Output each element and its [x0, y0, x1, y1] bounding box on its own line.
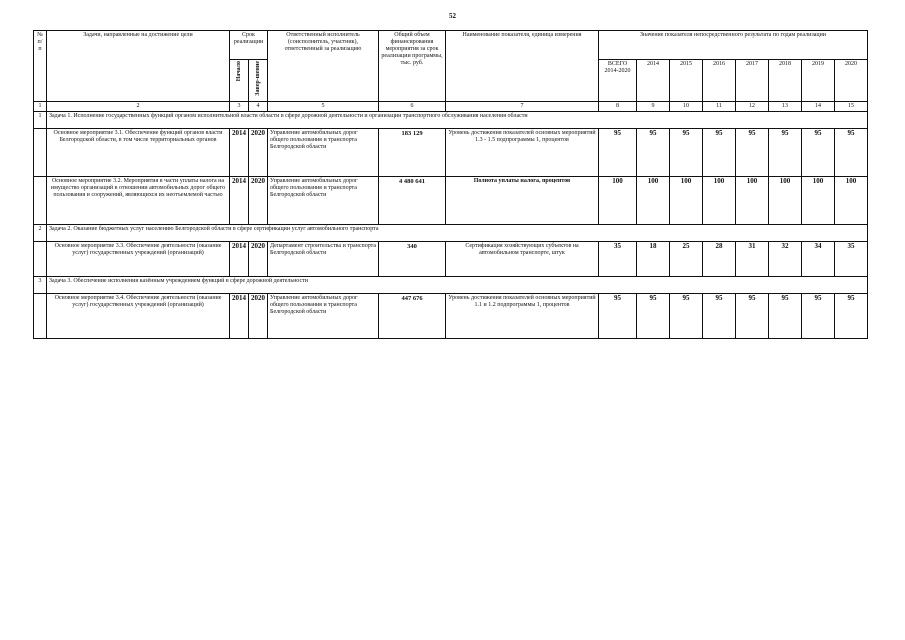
header-num: № п/п	[34, 31, 47, 102]
row-num	[34, 177, 47, 225]
value-year: 95	[670, 294, 703, 339]
col-number: 3	[230, 102, 249, 112]
value-year: 100	[835, 177, 868, 225]
end-year: 2020	[249, 177, 268, 225]
start-year: 2014	[230, 294, 249, 339]
value-year: 25	[670, 242, 703, 277]
col-number: 11	[703, 102, 736, 112]
task-row	[34, 112, 868, 129]
header-funding: Общий объем финансирования мероприятия за срок реализации программы, тыс. руб.	[379, 31, 446, 102]
table-row	[34, 242, 868, 277]
value-year: 95	[670, 129, 703, 177]
header-year: 2015	[670, 60, 703, 102]
header-year: 2017	[736, 60, 769, 102]
value-year: 100	[736, 177, 769, 225]
value-year: 35	[835, 242, 868, 277]
value-year: 28	[703, 242, 736, 277]
value-year: 95	[769, 129, 802, 177]
header-year: 2019	[802, 60, 835, 102]
task-row	[34, 225, 868, 242]
value-year: 18	[637, 242, 670, 277]
value-total: 35	[599, 242, 637, 277]
header-indicator: Наименование показателя, единица измерения	[446, 31, 599, 102]
header-values: Значение показателя непосредственного результата по годам реализации	[599, 31, 868, 60]
task-row	[34, 277, 868, 294]
header-year: 2018	[769, 60, 802, 102]
measure-name: Основное мероприятие 3.3. Обеспечение деятельности (оказание услуг) государственных учреждений (организаций)	[47, 242, 230, 277]
col-number: 4	[249, 102, 268, 112]
table-row	[34, 129, 868, 177]
value-year: 34	[802, 242, 835, 277]
value-year: 95	[736, 129, 769, 177]
value-year: 100	[670, 177, 703, 225]
header-start: Начало	[235, 61, 242, 82]
funding: 340	[379, 242, 446, 277]
col-number: 6	[379, 102, 446, 112]
col-number: 5	[268, 102, 379, 112]
value-year: 95	[637, 129, 670, 177]
value-year: 95	[703, 129, 736, 177]
value-year: 100	[802, 177, 835, 225]
task-title: Задача 3. Обеспечение исполнения казённым учреждением функций в сфере дорожной деятельности	[47, 277, 868, 294]
value-year: 100	[769, 177, 802, 225]
value-total: 95	[599, 129, 637, 177]
col-number: 1	[34, 102, 47, 112]
col-number: 15	[835, 102, 868, 112]
start-year: 2014	[230, 129, 249, 177]
col-number: 2	[47, 102, 230, 112]
value-year: 31	[736, 242, 769, 277]
task-title: Задача 2. Оказание бюджетных услуг населению Белгородской области в сфере сертификации услуг автомобильного транспорта	[47, 225, 868, 242]
header-year: 2016	[703, 60, 736, 102]
executor: Департамент строительства и транспорта Белгородской области	[268, 242, 379, 277]
header-term: Срок реализации	[230, 31, 268, 60]
table-row	[34, 294, 868, 339]
header-total: ВСЕГО 2014-2020	[599, 60, 637, 102]
start-year: 2014	[230, 242, 249, 277]
header-end-cell	[249, 60, 268, 102]
value-year: 32	[769, 242, 802, 277]
value-year: 95	[769, 294, 802, 339]
row-num	[34, 294, 47, 339]
funding: 183 129	[379, 129, 446, 177]
measure-name: Основное мероприятие 3.2. Мероприятия в части уплаты налога на имущество организаций в отношении автомобильных дорог общего пользования и сооружений, являющихся их неотъемлемой частью	[47, 177, 230, 225]
value-total: 95	[599, 294, 637, 339]
col-number: 14	[802, 102, 835, 112]
program-table	[33, 30, 868, 339]
value-year: 95	[835, 129, 868, 177]
col-number: 9	[637, 102, 670, 112]
task-title: Задача 1. Исполнение государственных функций органом исполнительной власти области в сфере дорожной деятельности и организации транспортного обслуживания населения области	[47, 112, 868, 129]
header-tasks: Задачи, направленные на достижение цели	[47, 31, 230, 102]
header-end: Завер-шение	[254, 61, 261, 96]
indicator: Полнота уплаты налога, процентов	[446, 177, 599, 225]
funding: 4 480 641	[379, 177, 446, 225]
executor: Управление автомобильных дорог общего пользования и транспорта Белгородской области	[268, 177, 379, 225]
col-number: 7	[446, 102, 599, 112]
task-num: 3	[34, 277, 47, 294]
value-year: 95	[802, 129, 835, 177]
header-start-cell	[230, 60, 249, 102]
indicator: Уровень достижения показателей основных мероприятий 1.3 - 1.5 подпрограммы 1, процентов	[446, 129, 599, 177]
header-executor: Ответственный исполнитель (соисполнитель, участник), ответственный за реализацию	[268, 31, 379, 102]
funding: 447 676	[379, 294, 446, 339]
value-year: 95	[835, 294, 868, 339]
col-number: 12	[736, 102, 769, 112]
col-number: 8	[599, 102, 637, 112]
row-num	[34, 129, 47, 177]
header-year: 2020	[835, 60, 868, 102]
value-year: 95	[736, 294, 769, 339]
col-number: 10	[670, 102, 703, 112]
executor: Управление автомобильных дорог общего пользования и транспорта Белгородской области	[268, 129, 379, 177]
end-year: 2020	[249, 242, 268, 277]
task-num: 2	[34, 225, 47, 242]
task-num: 1	[34, 112, 47, 129]
row-num	[34, 242, 47, 277]
indicator: Сертификация хозяйствующих субъектов на автомобильном транспорте, штук	[446, 242, 599, 277]
start-year: 2014	[230, 177, 249, 225]
page-number: 52	[449, 12, 456, 20]
executor: Управление автомобильных дорог общего пользования и транспорта Белгородской области	[268, 294, 379, 339]
end-year: 2020	[249, 294, 268, 339]
value-year: 100	[703, 177, 736, 225]
value-total: 100	[599, 177, 637, 225]
measure-name: Основное мероприятие 3.1. Обеспечение функций органов власти Белгородской области, в том числе территориальных органов	[47, 129, 230, 177]
header-year: 2014	[637, 60, 670, 102]
end-year: 2020	[249, 129, 268, 177]
value-year: 95	[637, 294, 670, 339]
col-number: 13	[769, 102, 802, 112]
measure-name: Основное мероприятие 3.4. Обеспечение деятельности (оказание услуг) государственных учреждений (организаций)	[47, 294, 230, 339]
table-row	[34, 177, 868, 225]
indicator: Уровень достижения показателей основных мероприятий 1.1 и 1.2 подпрограммы 1, процентов	[446, 294, 599, 339]
value-year: 100	[637, 177, 670, 225]
value-year: 95	[703, 294, 736, 339]
value-year: 95	[802, 294, 835, 339]
